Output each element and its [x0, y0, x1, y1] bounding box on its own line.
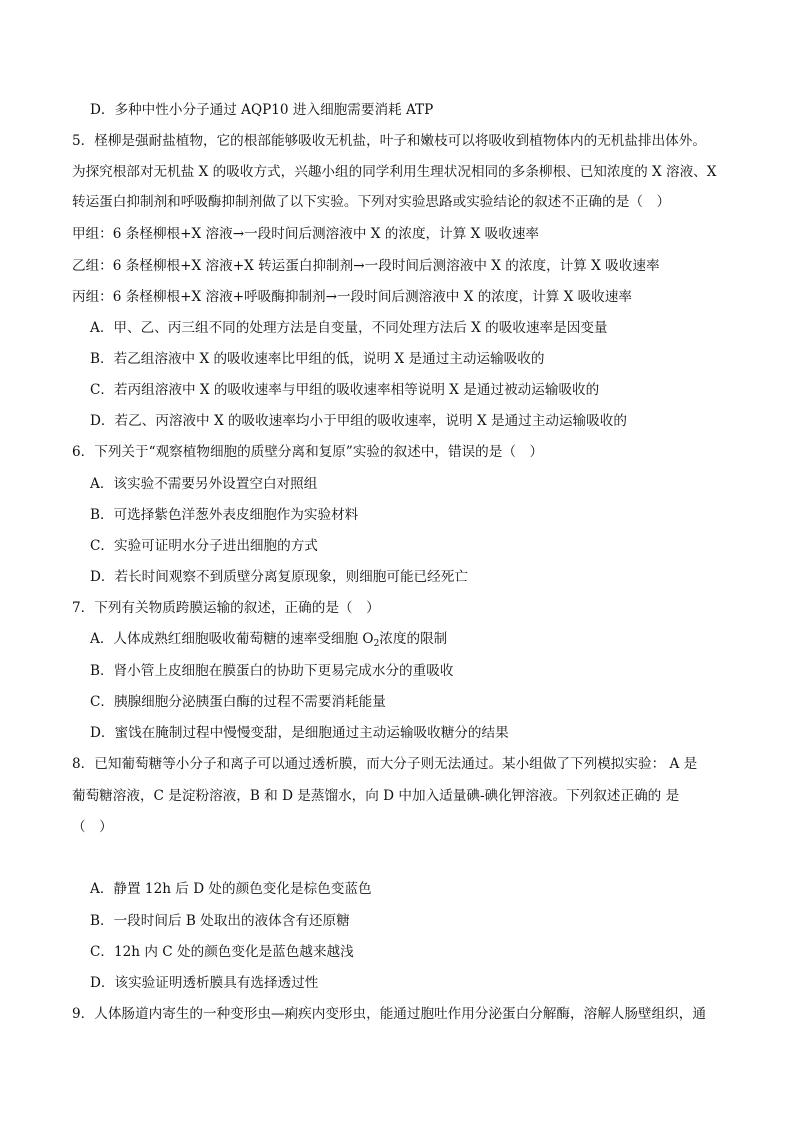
q7-option-c: C．胰腺细胞分泌胰蛋白酶的过程不需要消耗能量 [90, 694, 386, 710]
q7-option-d: D．蜜饯在腌制过程中慢慢变甜，是细胞通过主动运输吸收糖分的结果 [90, 725, 509, 741]
q5-stem-line-2: 为探究根部对无机盐 X 的吸收方式，兴趣小组的同学利用生理状况相同的多条柳根、已知浓度的 X 溶液、X [72, 164, 717, 180]
q4-option-d: D．多种中性小分子通过 AQP10 进入细胞需要消耗 ATP [90, 102, 434, 118]
q5-stem-line-1: 5．柽柳是强耐盐植物，它的根部能够吸收无机盐，叶子和嫩枝可以将吸收到植物体内的无机盐排出体外。 [72, 133, 706, 149]
q6-stem: 6．下列关于“观察植物细胞的质壁分离和复原”实验的叙述中，错误的是（ ） [72, 444, 544, 460]
q8-option-d: D．该实验证明透析膜具有选择透过性 [90, 975, 319, 991]
q8-stem-line-2: 葡萄糖溶液，C 是淀粉溶液，B 和 D 是蒸馏水，向 D 中加入适量碘-碘化钾溶液。下列叙述正确的 是 [72, 788, 680, 804]
q7-option-a-text: A．人体成熟红细胞吸收葡萄糖的速率受细胞 O [90, 631, 374, 647]
q5-stem-line-3: 转运蛋白抑制剂和呼吸酶抑制剂做了以下实验。下列对实验思路或实验结论的叙述不正确的是（ ） [72, 194, 671, 210]
q8-option-c: C．12h 内 C 处的颜色变化是蓝色越来越浅 [90, 944, 354, 960]
q8-stem-line-1: 8．已知葡萄糖等小分子和离子可以通过透析膜，而大分子则无法通过。某小组做了下列模拟实验： A 是 [72, 756, 698, 772]
q6-option-d: D．若长时间观察不到质壁分离复原现象，则细胞可能已经死亡 [90, 569, 468, 585]
q7-option-a [90, 629, 447, 649]
q7-option-b: B．肾小管上皮细胞在膜蛋白的协助下更易完成水分的重吸收 [90, 663, 454, 679]
q6-option-a: A．该实验不需要另外设置空白对照组 [90, 476, 318, 492]
q8-stem-line-3: （ ） [72, 819, 113, 835]
q5-group-jia: 甲组：6 条柽柳根+X 溶液→一段时间后测溶液中 X 的浓度，计算 X 吸收速率 [72, 226, 540, 242]
q5-group-yi: 乙组：6 条柽柳根+X 溶液+X 转运蛋白抑制剂→一段时间后测溶液中 X 的浓度，计算 X 吸收速率 [72, 258, 660, 274]
q7-option-a-text-end: 浓度的限制 [379, 631, 448, 647]
q5-option-b: B．若乙组溶液中 X 的吸收速率比甲组的低，说明 X 是通过主动运输吸收的 [90, 351, 545, 367]
q5-option-a: A．甲、乙、丙三组不同的处理方法是自变量，不同处理方法后 X 的吸收速率是因变量 [90, 320, 608, 336]
q5-group-bing: 丙组：6 条柽柳根+X 溶液+呼吸酶抑制剂→一段时间后测溶液中 X 的浓度，计算 X 吸收速率 [72, 289, 632, 305]
q7-option-a-subscript: 2 [373, 639, 380, 649]
q5-option-c: C．若丙组溶液中 X 的吸收速率与甲组的吸收速率相等说明 X 是通过被动运输吸收的 [90, 382, 600, 398]
q6-option-b: B．可选择紫色洋葱外表皮细胞作为实验材料 [90, 507, 359, 523]
q6-option-c: C．实验可证明水分子进出细胞的方式 [90, 538, 318, 554]
q9-stem-line-1: 9．人体肠道内寄生的一种变形虫—痢疾内变形虫，能通过胞吐作用分泌蛋白分解酶，溶解人肠壁组织，通 [72, 1006, 706, 1022]
q7-stem: 7．下列有关物质跨膜运输的叙述，正确的是（ ） [72, 600, 380, 616]
q5-option-d: D．若乙、丙溶液中 X 的吸收速率均小于甲组的吸收速率，说明 X 是通过主动运输吸收的 [90, 413, 627, 429]
q8-option-a: A．静置 12h 后 D 处的颜色变化是棕色变蓝色 [90, 881, 372, 897]
q8-option-b: B．一段时间后 B 处取出的液体含有还原糖 [90, 913, 350, 929]
